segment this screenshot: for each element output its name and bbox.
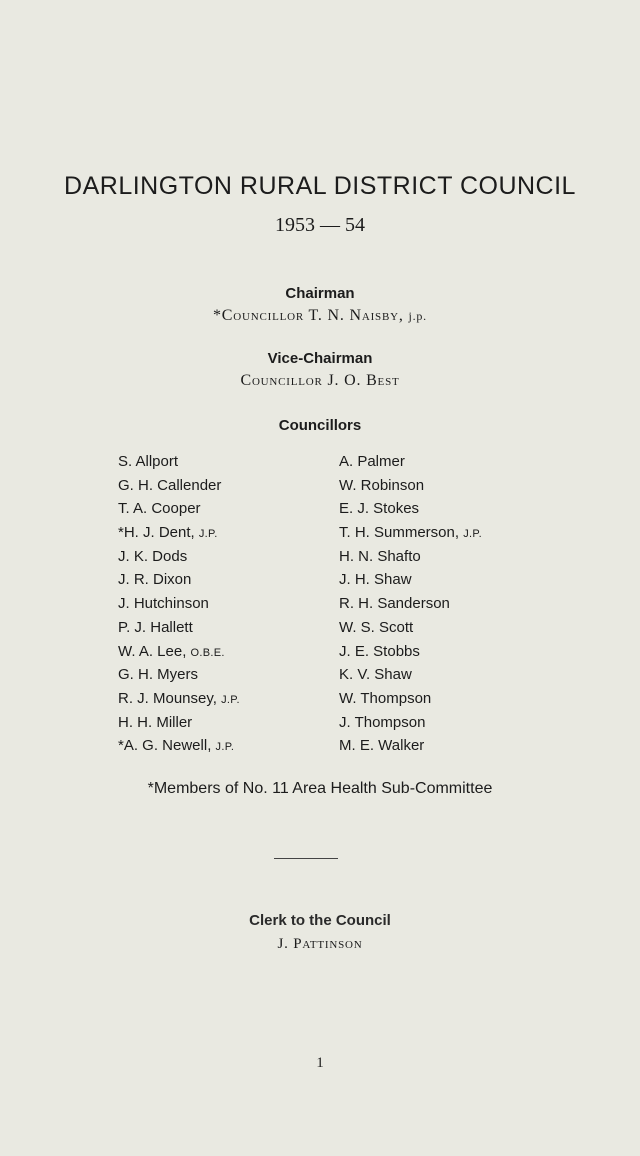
councillor-name: J. Thompson [339,713,426,731]
councillor-entry [339,711,482,735]
councillor-entry [118,521,240,545]
councillor-entry [118,663,240,687]
clerk-name: J. Pattinson [277,936,363,952]
councillor-name: T. H. Summerson, [339,524,460,542]
councillor-entry [118,640,240,664]
councillor-name: S. Allport [118,453,179,470]
councillor-entry [118,474,240,498]
councillor-entry [339,568,482,592]
councillor-entry [118,687,240,711]
councillor-entry [118,734,240,758]
councillor-name: G. H. Myers [118,666,199,684]
councillor-name: K. V. Shaw [339,666,412,684]
councillors-right-column [339,450,482,758]
document-years: 1953 — 54 [275,214,365,236]
councillor-entry [339,474,482,498]
footnote: *Members of No. 11 Area Health Sub-Committee [147,780,493,797]
councillor-name: R. H. Sanderson [339,595,450,613]
councillor-name: *A. G. Newell, [118,737,212,755]
councillor-entry [339,734,482,758]
councillor-entry [118,450,240,474]
vice-chairman-heading: Vice-Chairman [267,350,373,367]
councillor-name: W. Robinson [339,476,425,494]
councillor-entry [339,545,482,569]
councillor-name: *H. J. Dent, [118,524,195,542]
councillor-entry [118,497,240,521]
councillor-entry [339,450,482,474]
divider-rule [274,858,338,859]
councillor-entry [118,568,240,592]
councillor-name: P. J. Hallett [118,618,193,636]
councillor-name: J. Hutchinson [118,595,209,613]
councillor-entry [339,687,482,711]
chairman-name-text: *Councillor T. N. Naisby, [213,307,404,324]
councillor-entry [118,616,240,640]
councillor-entry [339,663,482,687]
councillor-entry [339,497,482,521]
councillor-name: A. Palmer [339,453,405,470]
councillor-post: J.P. [463,528,482,541]
councillor-name: T. A. Cooper [118,500,201,518]
councillor-name: H. N. Shafto [339,547,421,565]
councillor-entry [339,616,482,640]
document-title: DARLINGTON RURAL DISTRICT COUNCIL [64,172,576,200]
page-number: 1 [316,1055,324,1071]
councillor-entry [339,640,482,664]
chairman-heading: Chairman [285,285,355,302]
councillor-name: M. E. Walker [339,737,425,755]
councillor-post: J.P. [221,693,240,706]
councillor-name: J. E. Stobbs [339,642,420,660]
councillor-name: R. J. Mounsey, [118,689,217,707]
councillor-name: G. H. Callender [118,476,222,494]
clerk-heading: Clerk to the Council [249,912,391,929]
councillor-name: J. H. Shaw [339,571,412,589]
councillor-name: W. A. Lee, [118,642,187,660]
councillor-name: J. R. Dixon [118,571,192,589]
councillor-entry [118,592,240,616]
councillor-post: J.P. [215,741,235,754]
vice-chairman-name: Councillor J. O. Best [240,372,400,389]
councillor-post: J.P. [198,528,218,541]
chairman-name [0,307,640,325]
chairman-post: j.p. [408,309,427,323]
councillor-name: E. J. Stokes [339,500,420,518]
councillors-left-column [118,450,240,758]
councillor-entry [339,592,482,616]
councillor-entry [118,711,240,735]
councillor-post: O.B.E. [190,646,225,659]
councillor-name: H. H. Miller [118,713,193,731]
councillors-heading: Councillors [278,417,362,434]
councillor-name: W. S. Scott [339,618,414,636]
councillor-entry [118,545,240,569]
councillor-name: J. K. Dods [118,547,188,565]
councillor-entry [339,521,482,545]
councillor-name: W. Thompson [339,689,432,707]
